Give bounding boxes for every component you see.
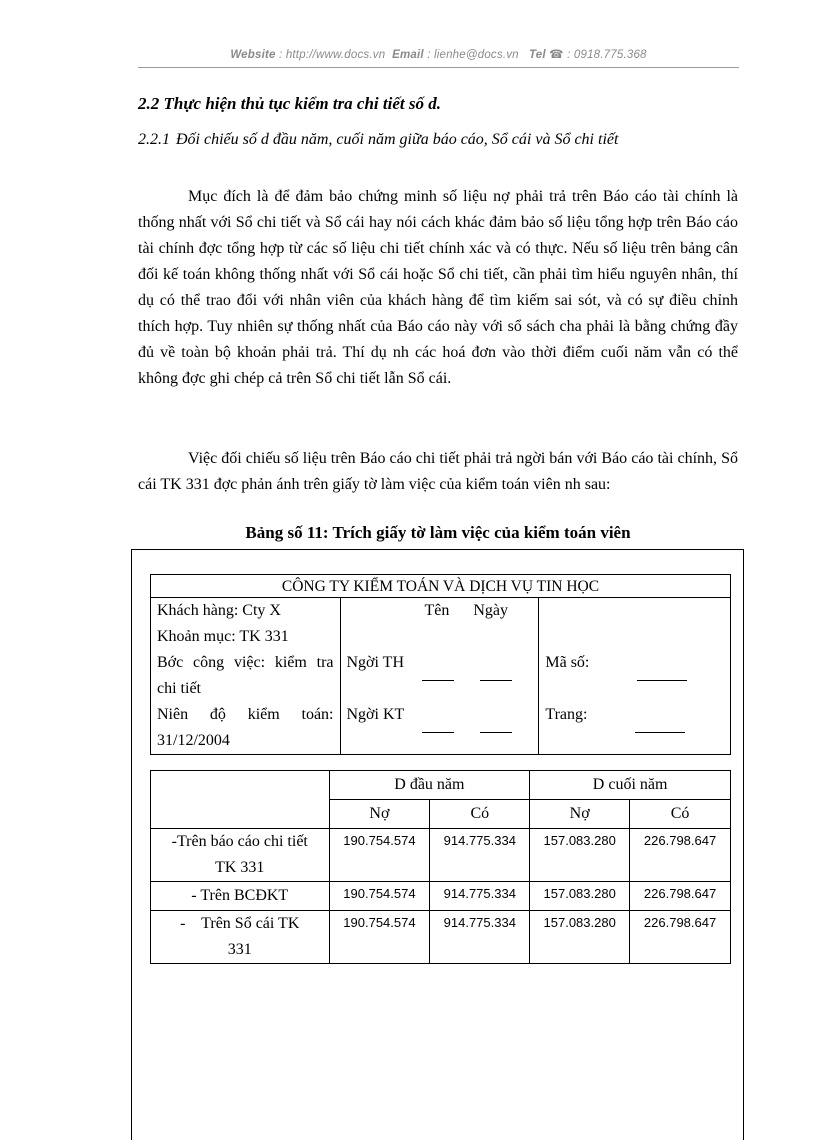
col-date-label: Ngày xyxy=(473,602,509,619)
value-cell: 157.083.280 xyxy=(530,882,630,911)
tel-value: : 0918.775.368 xyxy=(567,49,647,61)
value-cell: 226.798.647 xyxy=(630,882,731,911)
header-divider xyxy=(138,67,739,68)
prepared-name-blank xyxy=(422,680,454,681)
table-row xyxy=(151,911,731,964)
page-label: Trang: xyxy=(545,706,588,723)
row-label: -Trên báo cáo chi tiết TK 331 xyxy=(151,829,330,882)
name-date-header xyxy=(340,598,539,651)
value-cell: 226.798.647 xyxy=(630,829,731,882)
value-cell: 914.775.334 xyxy=(430,882,530,911)
page-row xyxy=(539,702,731,755)
value-cell: 190.754.574 xyxy=(329,911,430,964)
section-heading: 2.2 Thực hiện thủ tục kiểm tra chi tiết số d. xyxy=(138,94,441,113)
subsection-heading xyxy=(138,128,738,152)
worksheet-header-table xyxy=(150,574,731,755)
value-cell: 157.083.280 xyxy=(530,911,630,964)
table-caption: Bảng số 11: Trích giấy tờ làm việc của kiểm toán viên xyxy=(245,523,631,542)
prepared-by-label: Ngời TH xyxy=(346,654,404,671)
credit-header: Có xyxy=(430,800,530,829)
email-label: Email xyxy=(392,49,424,61)
website-label: Website xyxy=(230,49,276,61)
code-row xyxy=(539,650,731,702)
subsection-title: Đối chiếu số d đầu năm, cuối năm giữa báo cáo, Sổ cái và Sổ chi tiết xyxy=(176,131,619,148)
reviewed-date-blank xyxy=(480,732,512,733)
audit-period: Niên độ kiểm toán: 31/12/2004 xyxy=(151,702,341,755)
page-blank xyxy=(635,732,685,733)
opening-balance-header: D đầu năm xyxy=(329,771,530,800)
value-cell: 190.754.574 xyxy=(329,882,430,911)
company-name: CÔNG TY KIỂM TOÁN VÀ DỊCH VỤ TIN HỌC xyxy=(151,575,731,598)
credit-header: Có xyxy=(630,800,731,829)
col-name-label: Tên xyxy=(424,602,450,619)
table-row xyxy=(151,882,731,911)
client-name: Khách hàng: Cty X xyxy=(157,602,281,619)
paragraph-purpose: Mục đích là để đảm bảo chứng minh số liệu nợ phải trả trên Báo cáo tài chính là thống nhất với Sổ chi tiết và Sổ cái hay nói cách khác đảm bảo số liệu tổng hợp trên Báo cáo tài chính đợc tổng hợp từ các số liệu chi tiết chính xác và có thực. Nếu số liệu trên bảng cân đối kế toán không thống nhất với Sổ cái hoặc Sổ chi tiết, cần phải tìm hiểu nguyên nhân, thí dụ có thể trao đổi với nhân viên của khách hàng để tìm kiếm sai sót, và có sự điều chỉnh thích hợp. Tuy nhiên sự thống nhất của Báo cáo này với sổ sách cha phải là bằng chứng đầy đủ về toàn bộ khoản phải trả. Thí dụ nh các hoá đơn vào thời điểm cuối năm vẫn có thể không đợc ghi chép cả trên Sổ chi tiết lẫn Sổ cái. xyxy=(138,188,738,387)
table-row xyxy=(151,829,731,882)
value-cell: 914.775.334 xyxy=(430,911,530,964)
reviewed-by-row xyxy=(340,702,539,755)
client-cell xyxy=(151,598,341,651)
email-value: : lienhe@docs.vn xyxy=(427,49,519,61)
value-cell: 190.754.574 xyxy=(329,829,430,882)
value-cell: 157.083.280 xyxy=(530,829,630,882)
phone-icon: ☎ xyxy=(549,49,564,61)
closing-balance-header: D cuối năm xyxy=(530,771,731,800)
page-header xyxy=(138,47,739,61)
code-blank xyxy=(637,680,687,681)
value-cell: 914.775.334 xyxy=(430,829,530,882)
prepared-date-blank xyxy=(480,680,512,681)
tel-label: Tel xyxy=(528,49,546,61)
subsection-number: 2.2.1 xyxy=(138,131,170,148)
website-value: : http://www.docs.vn xyxy=(279,49,386,61)
row-label: - Trên Sổ cái TK 331 xyxy=(151,911,330,964)
code-label: Mã số: xyxy=(545,654,590,671)
audit-step: Bớc công việc: kiểm tra chi tiết xyxy=(151,650,341,702)
corner-cell xyxy=(151,771,330,829)
debit-header: Nợ xyxy=(329,800,430,829)
prepared-by-row xyxy=(340,650,539,702)
empty-cell xyxy=(539,598,731,651)
row-label: - Trên BCĐKT xyxy=(151,882,330,911)
account-name: Khoản mục: TK 331 xyxy=(157,628,289,645)
debit-header: Nợ xyxy=(530,800,630,829)
paragraph-reconciliation: Việc đối chiếu số liệu trên Báo cáo chi tiết phải trả ngời bán với Báo cáo tài chính, Sổ cái TK 331 đợc phản ánh trên giấy tờ làm việc của kiểm toán viên nh sau: xyxy=(138,450,738,493)
reviewed-name-blank xyxy=(422,732,454,733)
balance-table xyxy=(150,770,731,964)
reviewed-by-label: Ngời KT xyxy=(346,706,404,723)
value-cell: 226.798.647 xyxy=(630,911,731,964)
